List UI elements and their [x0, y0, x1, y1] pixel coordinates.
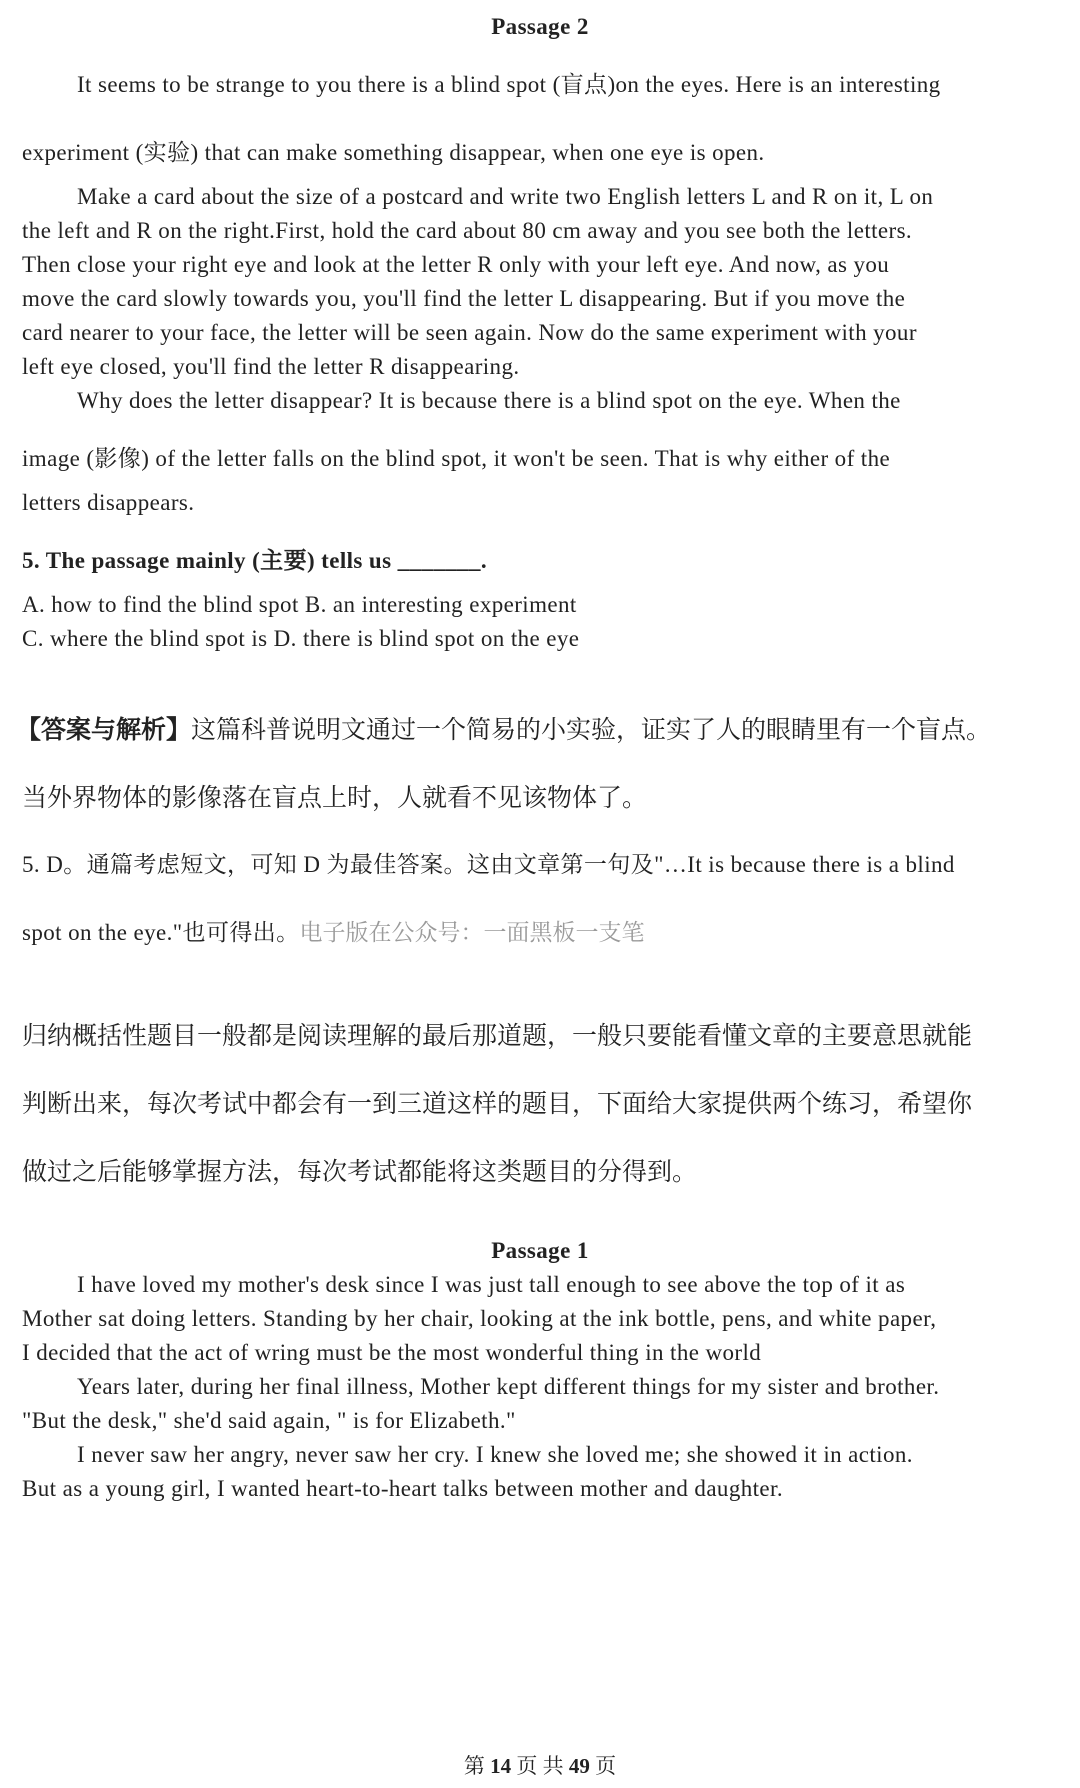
footer-suffix: 页 [595, 1754, 617, 1778]
passage1-title: Passage 1 [491, 1238, 589, 1263]
passage2-para2-line5: card nearer to your face, the letter will be seen again. Now do the same experiment with your [22, 320, 917, 345]
passage2-para1-line1: It seems to be strange to you there is a blind spot (盲点)on the eyes. Here is an interesting [77, 72, 941, 97]
footer-total-pages: 49 [568, 1754, 590, 1778]
analysis-line2: 当外界物体的影像落在盲点上时，人就看不见该物体了。 [22, 783, 648, 812]
passage1-line6: I never saw her angry, never saw her cry. I knew she loved me; she showed it in action. [77, 1442, 913, 1467]
passage2-para2-line4: move the card slowly towards you, you'll find the letter L disappearing. But if you move the [22, 286, 906, 311]
answer-line2-text: spot on the eye."也可得出。 [22, 920, 300, 945]
passage1-line5: "But the desk," she'd said again, " is for Elizabeth." [22, 1408, 516, 1433]
question-options-line2: C. where the blind spot is D. there is blind spot on the eye [22, 626, 580, 651]
passage2-para2-line6: left eye closed, you'll find the letter R disappearing. [22, 354, 520, 379]
passage2-para2-line2: the left and R on the right.First, hold the card about 80 cm away and you see both the letters. [22, 218, 913, 243]
passage1-line3: I decided that the act of wring must be the most wonderful thing in the world [22, 1340, 762, 1365]
page-footer [0, 1750, 1080, 1780]
passage2-para2-line3: Then close your right eye and look at the letter R only with your left eye. And now, as you [22, 252, 890, 277]
answer-line1: 5. D。通篇考虑短文，可知 D 为最佳答案。这由文章第一句及"…It is because there is a blind [22, 852, 955, 877]
passage2-para3-line3: letters disappears. [22, 490, 195, 515]
footer-middle: 页 共 [516, 1754, 564, 1778]
passage1-line2: Mother sat doing letters. Standing by her chair, looking at the ink bottle, pens, and white paper, [22, 1306, 937, 1331]
summary-line1: 归纳概括性题目一般都是阅读理解的最后那道题，一般只要能看懂文章的主要意思就能 [22, 1021, 973, 1050]
passage2-para1-line2: experiment (实验) that can make something disappear, when one eye is open. [22, 140, 765, 165]
footer-page-number: 14 [490, 1754, 512, 1778]
analysis-heading: 【答案与解析】 [16, 715, 192, 744]
watermark-text: 电子版在公众号：一面黑板一支笔 [299, 920, 645, 946]
analysis-line1-text: 这篇科普说明文通过一个简易的小实验，证实了人的眼睛里有一个盲点。 [191, 715, 992, 744]
passage1-line1: I have loved my mother's desk since I was just tall enough to see above the top of it as [77, 1272, 906, 1297]
passage2-para2-line1: Make a card about the size of a postcard and write two English letters L and R on it, L on [77, 184, 934, 209]
summary-line2: 判断出来，每次考试中都会有一到三道这样的题目，下面给大家提供两个练习，希望你 [22, 1089, 973, 1118]
question-options-line1: A. how to find the blind spot B. an interesting experiment [22, 592, 577, 617]
passage2-title: Passage 2 [491, 14, 589, 39]
analysis-line1 [16, 710, 991, 746]
passage1-line4: Years later, during her final illness, Mother kept different things for my sister and brother. [77, 1374, 940, 1399]
summary-line3: 做过之后能够掌握方法，每次考试都能将这类题目的分得到。 [22, 1157, 698, 1186]
passage2-para3-line2: image (影像) of the letter falls on the blind spot, it won't be seen. That is why either of the [22, 446, 891, 471]
passage1-line7: But as a young girl, I wanted heart-to-heart talks between mother and daughter. [22, 1476, 783, 1501]
footer-prefix: 第 [463, 1754, 485, 1778]
answer-line2 [22, 914, 645, 947]
question-stem: 5. The passage mainly (主要) tells us _______. [22, 548, 488, 573]
passage2-para3-line1: Why does the letter disappear? It is because there is a blind spot on the eye. When the [77, 388, 901, 413]
